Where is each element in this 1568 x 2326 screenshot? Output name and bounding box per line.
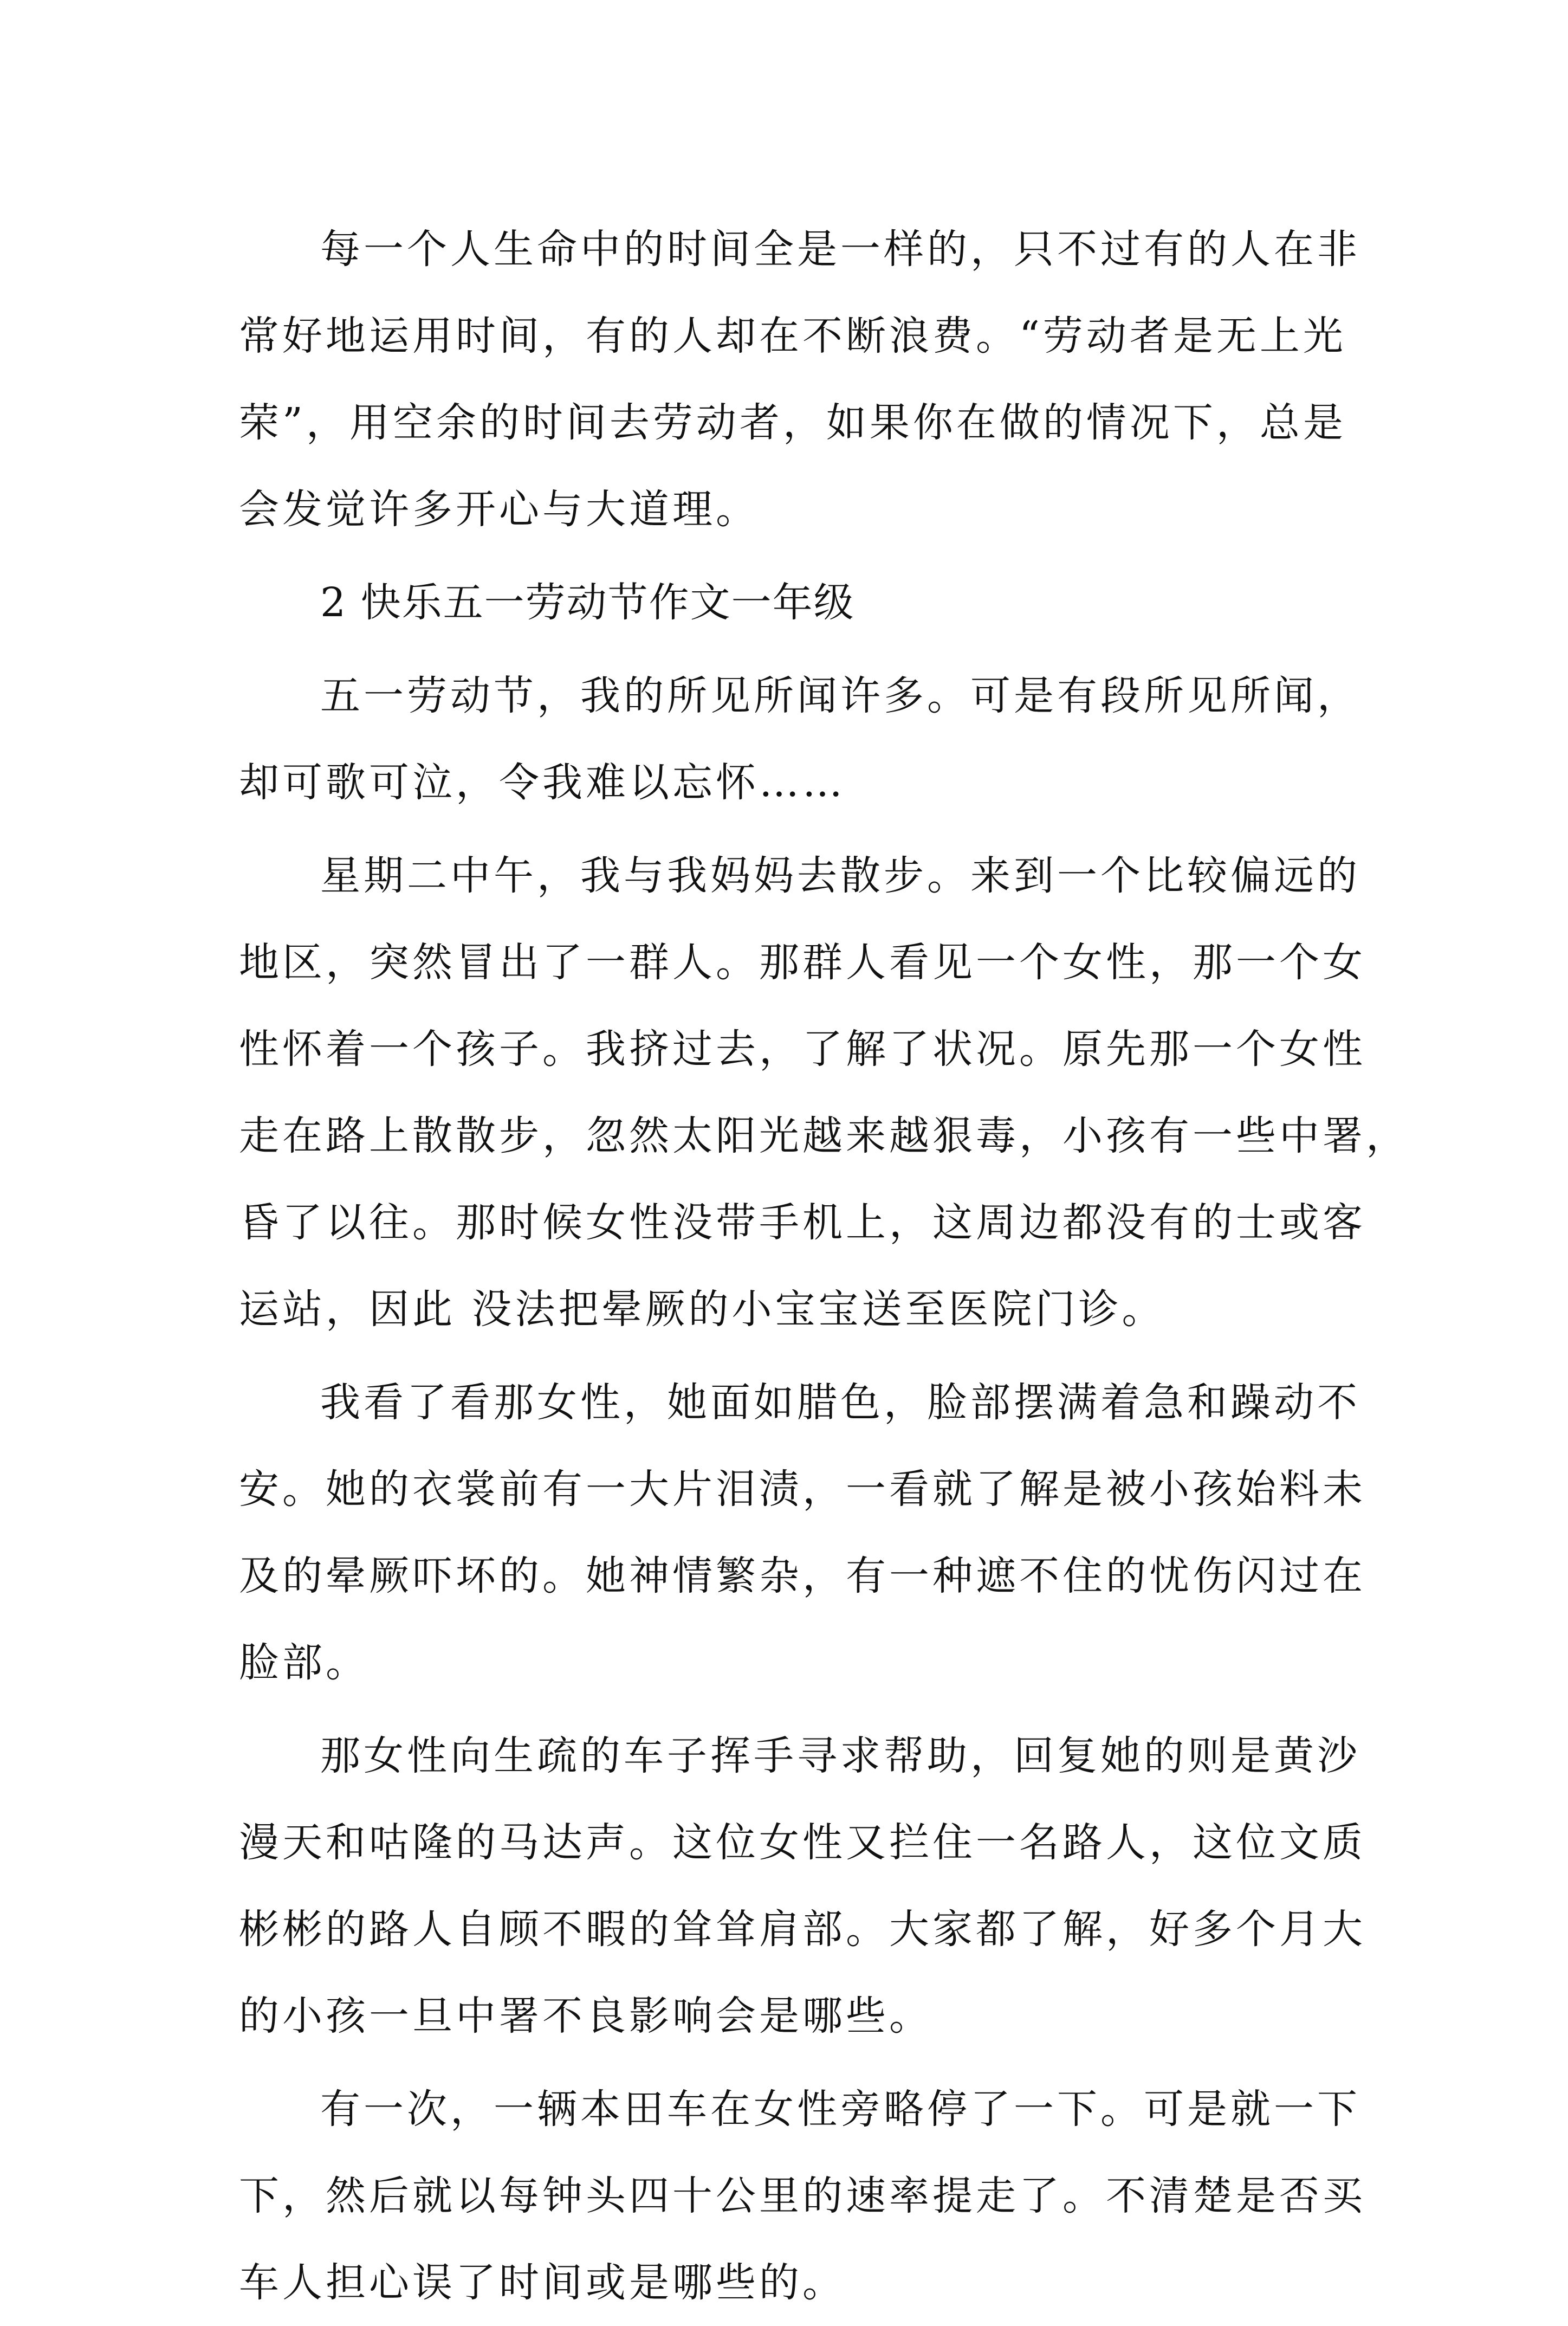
text-line: 我看了看那女性，她面如腊色，脸部摆满着急和躁动不 — [320, 1379, 1360, 1426]
text-line: 运站，因此 没法把晕厥的小宝宝送至医院门诊。 — [239, 1286, 1165, 1333]
text-line: 每一个人生命中的时间全是一样的，只不过有的人在非 — [320, 226, 1360, 273]
text-line: 走在路上散散步，忽然太阳光越来越狠毒，小孩有一些中署， — [239, 1113, 1409, 1159]
text-line: 脸部。 — [239, 1639, 369, 1686]
text-line: 的小孩一旦中署不良影响会是哪些。 — [239, 1993, 932, 2039]
text-line: 彬彬的路人自顾不暇的耸耸肩部。大家都了解，好多个月大 — [239, 1906, 1366, 1953]
text-line: 车人担心误了时间或是哪些的。 — [239, 2259, 846, 2306]
text-line: 及的晕厥吓坏的。她神情繁杂，有一种遮不住的忧伤闪过在 — [239, 1553, 1366, 1599]
paragraph-1 — [239, 206, 1360, 553]
text-line: 却可歌可泣，令我难以忘怀…… — [239, 759, 846, 806]
section-heading — [239, 559, 1333, 646]
text-line: 常好地运用时间，有的人却在不断浪费。“劳动者是无上光 — [239, 313, 1346, 359]
paragraph-3 — [239, 832, 1409, 1353]
text-line: 安。她的衣裳前有一大片泪渍，一看就了解是被小孩始料未 — [239, 1466, 1366, 1513]
text-line: 那女性向生疏的车子挥手寻求帮助，回复她的则是黄沙 — [320, 1733, 1360, 1779]
text-line: 五一劳动节，我的所见所闻许多。可是有段所见所闻， — [320, 673, 1360, 719]
text-line: 性怀着一个孩子。我挤过去，了解了状况。原先那一个女性 — [239, 1026, 1366, 1072]
article-body — [239, 206, 1409, 2326]
text-line: 下，然后就以每钟头四十公里的速率提走了。不清楚是否买 — [239, 2173, 1366, 2219]
text-line: 有一次，一辆本田车在女性旁略停了一下。可是就一下 — [320, 2086, 1360, 2133]
paragraph-5 — [239, 1713, 1366, 2059]
text-line: 会发觉许多开心与大道理。 — [239, 486, 759, 533]
text-line: 地区，突然冒出了一群人。那群人看见一个女性，那一个女 — [239, 939, 1366, 986]
text-line: 星期二中午，我与我妈妈去散步。来到一个比较偏远的 — [320, 852, 1360, 899]
text-line: 昏了以往。那时候女性没带手机上，这周边都没有的士或客 — [239, 1199, 1366, 1246]
text-line: 漫天和咕隆的马达声。这位女性又拦住一名路人，这位文质 — [239, 1819, 1366, 1866]
heading-text: 2 快乐五一劳动节作文一年级 — [320, 579, 855, 626]
paragraph-4 — [239, 1359, 1366, 1706]
paragraph-6 — [239, 2066, 1366, 2326]
text-line: 荣”，用空余的时间去劳动者，如果你在做的情况下，总是 — [239, 399, 1346, 446]
paragraph-2 — [239, 652, 1360, 826]
